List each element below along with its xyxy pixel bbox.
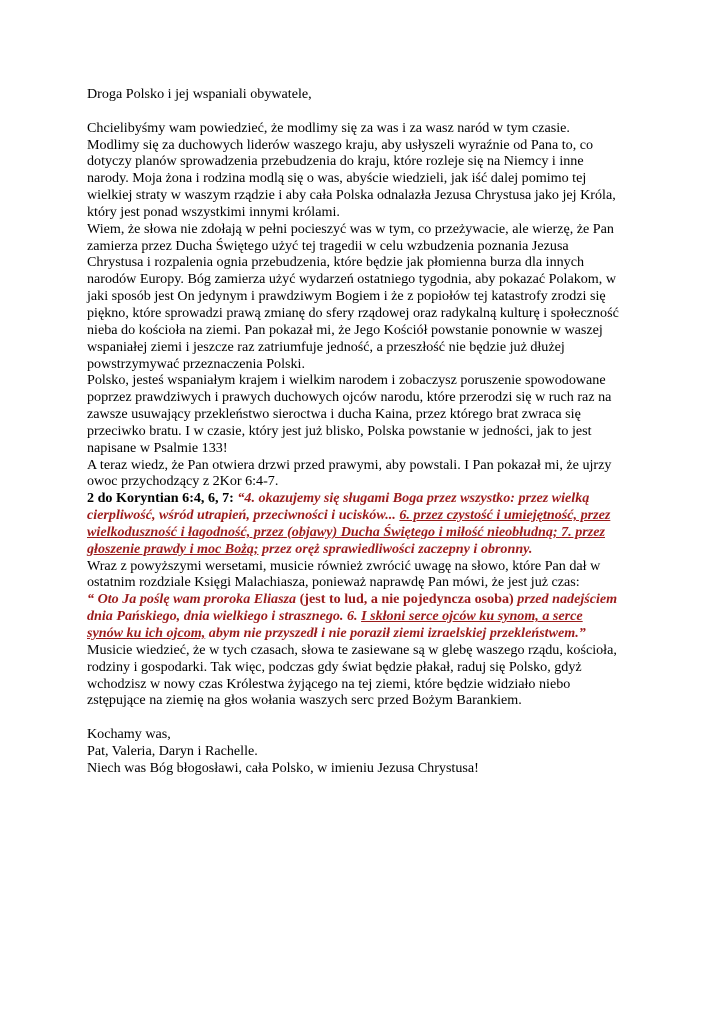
scripture-underlined: synów ku ich ojcom, <box>87 625 206 641</box>
scripture-underlined: wielkoduszność i łagodność, przez (objawy) Ducha Świętego i miłość nieobłudną; 7. przez <box>87 523 605 540</box>
paragraph-malachi-intro <box>87 558 647 592</box>
text-line: Wraz z powyższymi wersetami, musicie również zwrócić uwagę na słowo, które Pan dał w <box>87 557 601 574</box>
closing-blessing: Niech was Bóg błogosławi, cała Polsko, w imieniu Jezusa Chrystusa! <box>87 759 479 776</box>
closing-line: Kochamy was, <box>87 726 171 743</box>
greeting: Droga Polsko i jej wspaniali obywatele, <box>87 86 312 102</box>
text-line: owoc przychodzący z 2Kor 6:4-7. <box>87 473 279 490</box>
scripture-text: przed nadejściem <box>513 591 618 608</box>
closing <box>87 726 647 777</box>
paragraph-prayer <box>87 120 647 221</box>
scripture-line <box>87 524 647 541</box>
scripture-underlined: I skłoni serce ojców ku synom, a serce <box>361 608 583 625</box>
text-line: napisane w Psalmie 133! <box>87 439 228 456</box>
text-line: Polsko, jesteś wspaniałym krajem i wielkim narodem i zobaczysz poruszenie spowodowane <box>87 372 606 389</box>
text-line: zstępujące na ziemię na głos wołania waszych serc przed Bożym Barankiem. <box>87 692 522 709</box>
spacer <box>87 103 647 120</box>
text-line: rodziny i gospodarki. Tak więc, podczas gdy świat będzie płakał, raduj się Polsko, gdyż <box>87 658 582 675</box>
scripture-corinthians <box>87 490 647 557</box>
scripture-reference: 2 do Koryntian 6:4, 6, 7: <box>87 490 238 507</box>
signature-names: Pat, Valeria, Daryn i Rachelle. <box>87 742 258 759</box>
text-line: Wiem, że słowa nie zdołają w pełni pocieszyć was w tym, co przeżywacie, ale wierzę, że Pan <box>87 220 614 237</box>
scripture-text: “4. okazujemy się sługami Boga przez wszystko: przez wielką <box>237 490 590 507</box>
text-line: dotyczy planów sprowadzenia przebudzenia do kraju, które rozleje się na Niemcy i inne <box>87 153 584 170</box>
text-line: przeciwko bratu. I w czasie, który jest już blisko, Polska powstanie w jedności, jak to jest <box>87 422 592 439</box>
text-line: Chcielibyśmy wam powiedzieć, że modlimy się za was i za wasz naród w tym czasie. <box>87 119 570 136</box>
scripture-line <box>87 490 647 507</box>
text-line: ostatnim rozdziale Księgi Malachiasza, ponieważ naprawdę Pan mówi, że jest już czas: <box>87 574 580 591</box>
text-line: Chrystusa i rozpalenia ognia przebudzenia, które będzie jak płomienna burza dla innych <box>87 254 585 271</box>
scripture-malachi <box>87 591 647 642</box>
text-line: wchodzisz w nowy czas Królestwa żyjącego na tej ziemi, które będzie widziało niebo <box>87 675 571 692</box>
text-line: zamierza przez Ducha Świętego użyć tej tragedii w celu wzbudzenia poznania Jezusa <box>87 237 569 254</box>
scripture-underlined: głoszenie prawdy i moc Bożą; <box>87 540 259 557</box>
text-line: narodów Europy. Bóg zamierza użyć wydarzeń ostatniego tygodnia, aby pokazać Polakom, w <box>87 271 616 288</box>
letter-body <box>87 86 647 777</box>
scripture-aside: (jest to lud, a nie pojedyncza osoba) <box>299 591 514 608</box>
text-line: A teraz wiedz, że Pan otwiera drzwi przed prawymi, aby powstali. I Pan pokazał mi, że ujrzy <box>87 456 612 473</box>
scripture-line <box>87 591 647 608</box>
text-line: piękno, które sprowadzi prawą zmianę do sfery rządowej oraz radykalną kulturę i społeczność <box>87 304 619 321</box>
scripture-text: abym nie przyszedł i nie poraził ziemi izraelskiej przekleństwem.” <box>205 625 586 641</box>
scripture-line <box>87 625 647 642</box>
text-line: narody. Moja żona i rodzina modlą się o was, abyście wiedzieli, jak iść dalej pomimo tej <box>87 170 587 187</box>
text-line: poprzez prawdziwych i prawych duchowych ojców narodu, które przerodzi się w ruch raz na <box>87 389 612 406</box>
text-line: jaki sposób jest On jedynym i prawdziwym Bogiem i że z popiołów tej katastrofy zrodzi się <box>87 288 606 305</box>
scripture-text: cierpliwość, wśród utrapień, przeciwności i ucisków... <box>87 507 400 524</box>
paragraph-fathers <box>87 372 647 456</box>
text-line: Musicie wiedzieć, że w tych czasach, słowa te zasiewane są w glebę waszego rządu, kościoła, <box>87 641 617 658</box>
text-line: wielkiej straty w waszym rządzie i aby cała Polska odnalazła Jezusa Chrystusa jako jej Króla, <box>87 187 616 204</box>
paragraph-revival <box>87 221 647 373</box>
scripture-line <box>87 608 647 625</box>
scripture-text: “ Oto Ja poślę wam proroka Eliasza <box>87 591 300 608</box>
text-line: powstrzymywać przeznaczenia Polski. <box>87 355 305 372</box>
scripture-text: przez oręż sprawiedliwości zaczepny i obronny. <box>258 540 533 557</box>
scripture-text: dnia Pańskiego, dnia wielkiego i strasznego. 6. <box>87 608 362 625</box>
spacer <box>87 709 647 726</box>
text-line: nieba do kościoła na ziemi. Pan pokazał mi, że Jego Kościół powstanie ponownie w waszej <box>87 321 603 338</box>
paragraph-door <box>87 457 647 491</box>
scripture-underlined: 6. przez czystość i umiejętność, przez <box>399 507 611 524</box>
scripture-line <box>87 507 647 524</box>
text-line: który jest ponad wszystkimi innymi królami. <box>87 203 340 220</box>
paragraph-kingdom <box>87 642 647 709</box>
text-line: zawsze usuwający przekleństwo sieroctwa i ducha Kaina, przez którego brat zwraca się <box>87 406 581 423</box>
scripture-line <box>87 541 647 558</box>
text-line: Modlimy się za duchowych liderów waszego kraju, aby usłyszeli wyraźnie od Pana to, co <box>87 136 594 153</box>
text-line: wspaniałej ziemi i jeszcze raz zatriumfuje jedność, a przeszłość nie będzie już dłużej <box>87 338 565 355</box>
